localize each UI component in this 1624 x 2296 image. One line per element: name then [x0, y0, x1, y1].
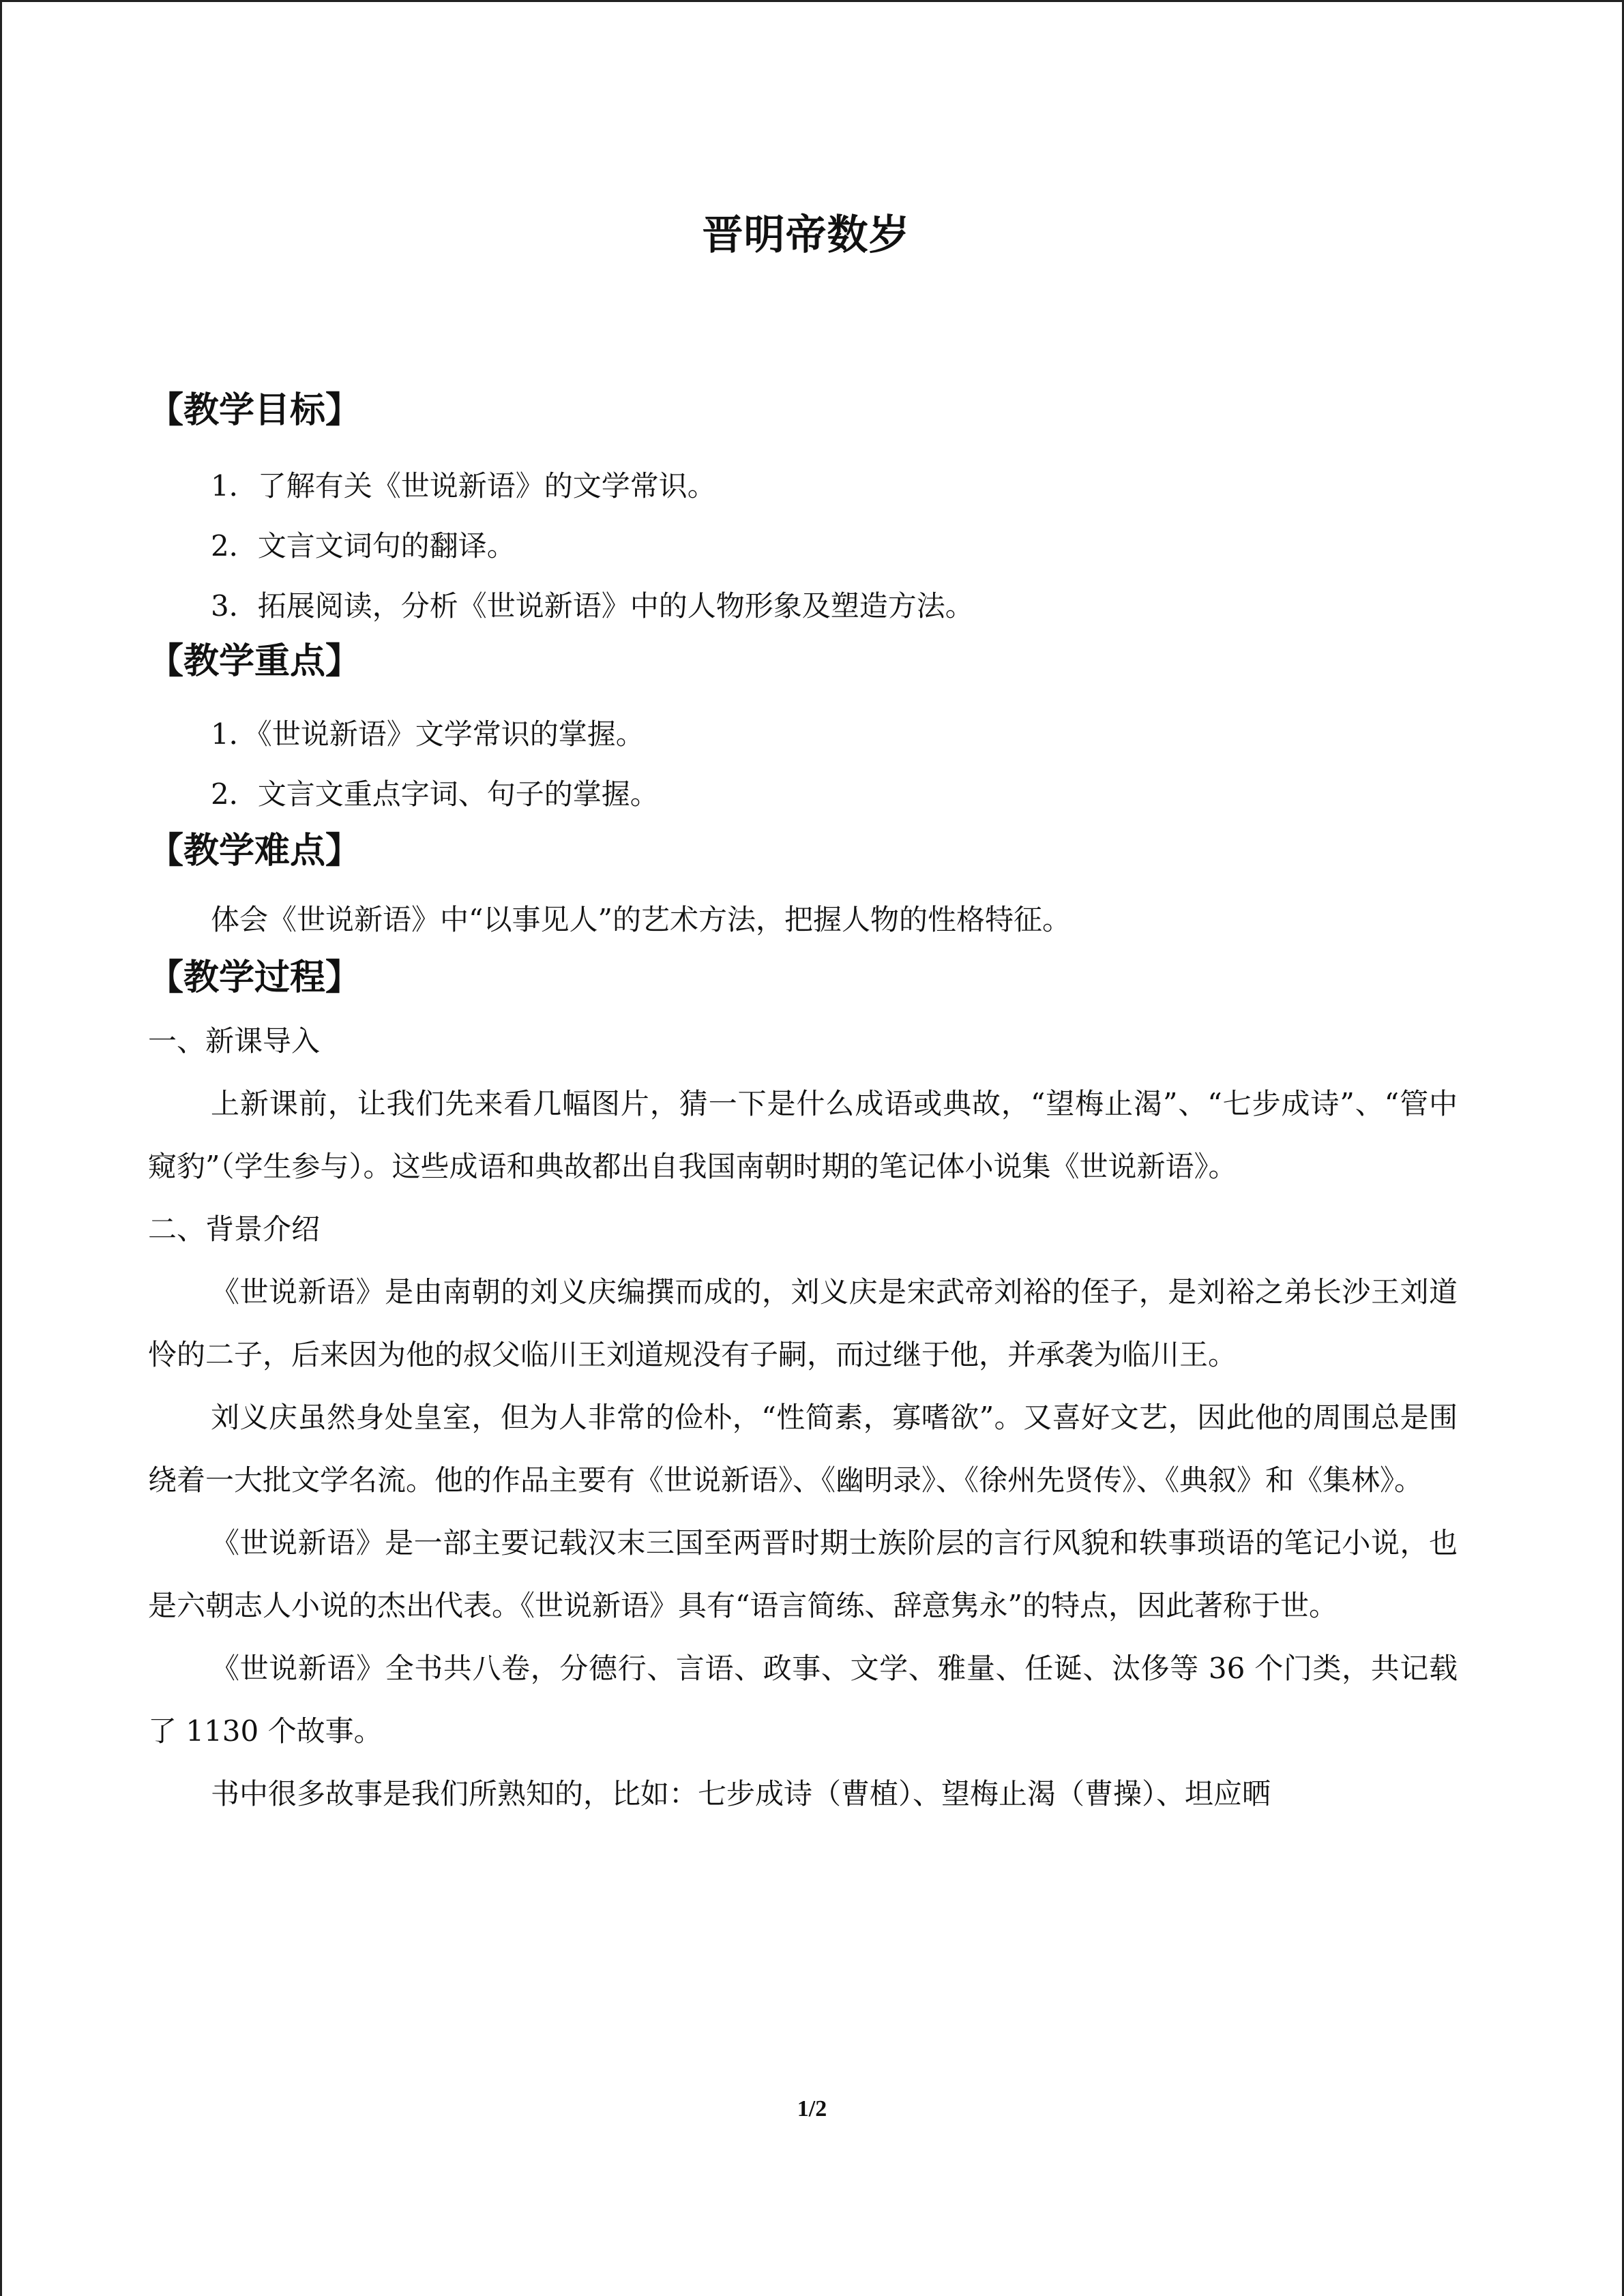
objective-item: 3．拓展阅读，分析《世说新语》中的人物形象及塑造方法。: [211, 589, 974, 623]
process-part1-title: 一、新课导入: [148, 1024, 321, 1058]
page-border-top: [0, 0, 1624, 2]
document-body: [148, 208, 1458, 1825]
page-border-left: [0, 0, 2, 2296]
page-number: 1/2: [797, 2096, 827, 2121]
process-part2-title: 二、背景介绍: [148, 1212, 321, 1246]
section-heading-process: 【教学过程】: [148, 957, 361, 998]
background-paragraph: 书中很多故事是我们所熟知的，比如：七步成诗（曹植）、望梅止渴（曹操）、坦应晒: [211, 1777, 1271, 1810]
section-heading-key-points: 【教学重点】: [148, 641, 361, 682]
background-paragraph: 刘义庆虽然身处皇室，但为人非常的俭朴，“性简素，寡嗜欲”。又喜好文艺，因此他的周围总是围绕着一大批文学名流。他的作品主要有《世说新语》、《幽明录》、《徐州先贤传》、《典叙》和《集林》。: [148, 1401, 1458, 1497]
key-point-item: 2．文言文重点字词、句子的掌握。: [211, 777, 659, 811]
objective-item: 1．了解有关《世说新语》的文学常识。: [211, 469, 716, 503]
section-heading-objectives: 【教学目标】: [148, 390, 361, 431]
process-part1-text: 上新课前，让我们先来看几幅图片，猜一下是什么成语或典故，“望梅止渴”、“七步成诗”、“管中窥豹”（学生参与）。这些成语和典故都出自我国南朝时期的笔记体小说集《世说新语》。: [148, 1087, 1458, 1183]
section-heading-difficulties: 【教学难点】: [148, 831, 361, 871]
objective-item: 2．文言文词句的翻译。: [211, 529, 516, 563]
background-paragraph: 《世说新语》全书共八卷，分德行、言语、政事、文学、雅量、任诞、汰侈等 36 个门类，共记载了 1130 个故事。: [148, 1652, 1458, 1748]
background-paragraph: 《世说新语》是一部主要记载汉末三国至两晋时期士族阶层的言行风貌和轶事琐语的笔记小说，也是六朝志人小说的杰出代表。《世说新语》具有“语言简练、辞意隽永”的特点，因此著称于世。: [148, 1526, 1458, 1622]
background-paragraph: 《世说新语》是由南朝的刘义庆编撰而成的，刘义庆是宋武帝刘裕的侄子，是刘裕之弟长沙王刘道怜的二子，后来因为他的叔父临川王刘道规没有子嗣，而过继于他，并承袭为临川王。: [148, 1275, 1458, 1371]
difficulty-text: 体会《世说新语》中“以事见人”的艺术方法，把握人物的性格特征。: [211, 903, 1071, 936]
page-title: 晋明帝数岁: [702, 211, 911, 259]
key-point-item: 1．《世说新语》文学常识的掌握。: [211, 717, 645, 751]
